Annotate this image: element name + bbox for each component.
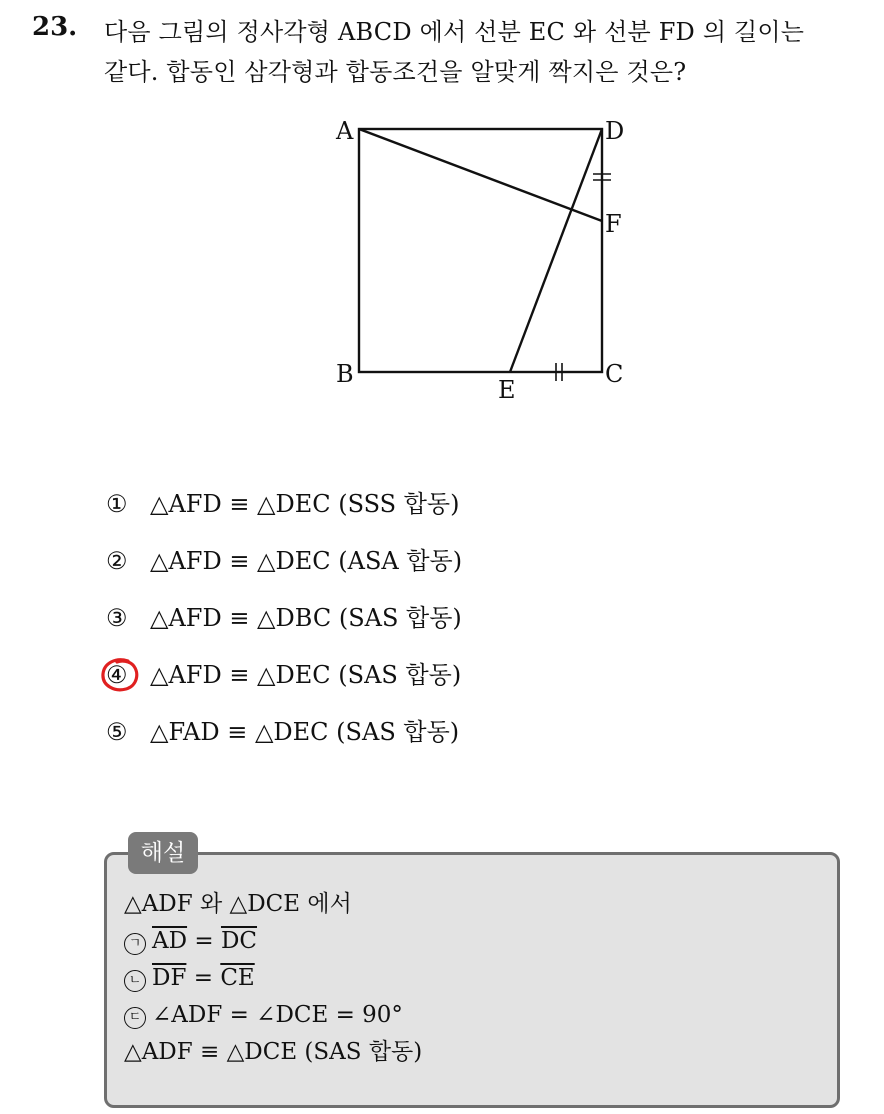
question-text	[104, 12, 874, 92]
choice-number	[106, 655, 150, 695]
square-abcd	[359, 129, 602, 372]
solution-content	[124, 886, 422, 1071]
solution-step-2	[124, 960, 422, 997]
segment-right: $\overline{CE}$	[220, 965, 255, 991]
choice-text: △AFD ≡ △DEC (SSS 합동)	[150, 490, 460, 518]
segment-left: $\overline{AD}$	[152, 928, 188, 954]
choice-text: △AFD ≡ △DEC (ASA 합동)	[150, 547, 463, 575]
label-e: E	[498, 376, 516, 404]
choice-text: △AFD ≡ △DEC (SAS 합동)	[150, 661, 462, 689]
choice-text: △AFD ≡ △DBC (SAS 합동)	[150, 604, 462, 632]
solution-step-1	[124, 923, 422, 960]
choice-number: ③	[106, 604, 128, 632]
question-line-1: 다음 그림의 정사각형 ABCD 에서 선분 EC 와 선분 FD 의 길이는	[104, 18, 805, 46]
segment-right: $\overline{DC}$	[220, 928, 258, 954]
equals-sign: =	[187, 928, 221, 954]
label-c: C	[605, 360, 624, 388]
choice-1[interactable]	[106, 484, 459, 524]
step-marker: ㄷ	[124, 1007, 146, 1029]
solution-tag: 해설	[128, 832, 198, 874]
step-text: ∠ADF = ∠DCE = 90°	[152, 1002, 403, 1028]
solution-step-3	[124, 997, 422, 1034]
square-diagram	[320, 110, 640, 410]
label-f: F	[605, 210, 622, 238]
choice-number: ②	[106, 547, 128, 575]
choice-3[interactable]	[106, 598, 462, 638]
segment-af	[359, 129, 602, 221]
choice-number: ⑤	[106, 718, 128, 746]
solution-intro: △ADF 와 △DCE 에서	[124, 891, 352, 917]
choice-number-glyph: ④	[106, 661, 128, 689]
question-number: 23.	[32, 12, 78, 42]
label-d: D	[605, 117, 625, 145]
solution-conclusion: △ADF ≡ △DCE (SAS 합동)	[124, 1039, 423, 1065]
equals-sign: =	[186, 965, 221, 991]
segment-de	[510, 129, 602, 372]
choice-2[interactable]	[106, 541, 462, 581]
segment-left: $\overline{DF}$	[152, 965, 187, 991]
choice-4[interactable]	[106, 655, 461, 695]
step-marker: ㄱ	[124, 933, 146, 955]
choice-number: ①	[106, 490, 128, 518]
step-marker: ㄴ	[124, 970, 146, 992]
choice-text: △FAD ≡ △DEC (SAS 합동)	[150, 718, 460, 746]
question-line-2: 같다. 합동인 삼각형과 합동조건을 알맞게 짝지은 것은?	[104, 58, 687, 86]
label-a: A	[336, 117, 354, 145]
choice-5[interactable]	[106, 712, 459, 752]
label-b: B	[336, 360, 354, 388]
